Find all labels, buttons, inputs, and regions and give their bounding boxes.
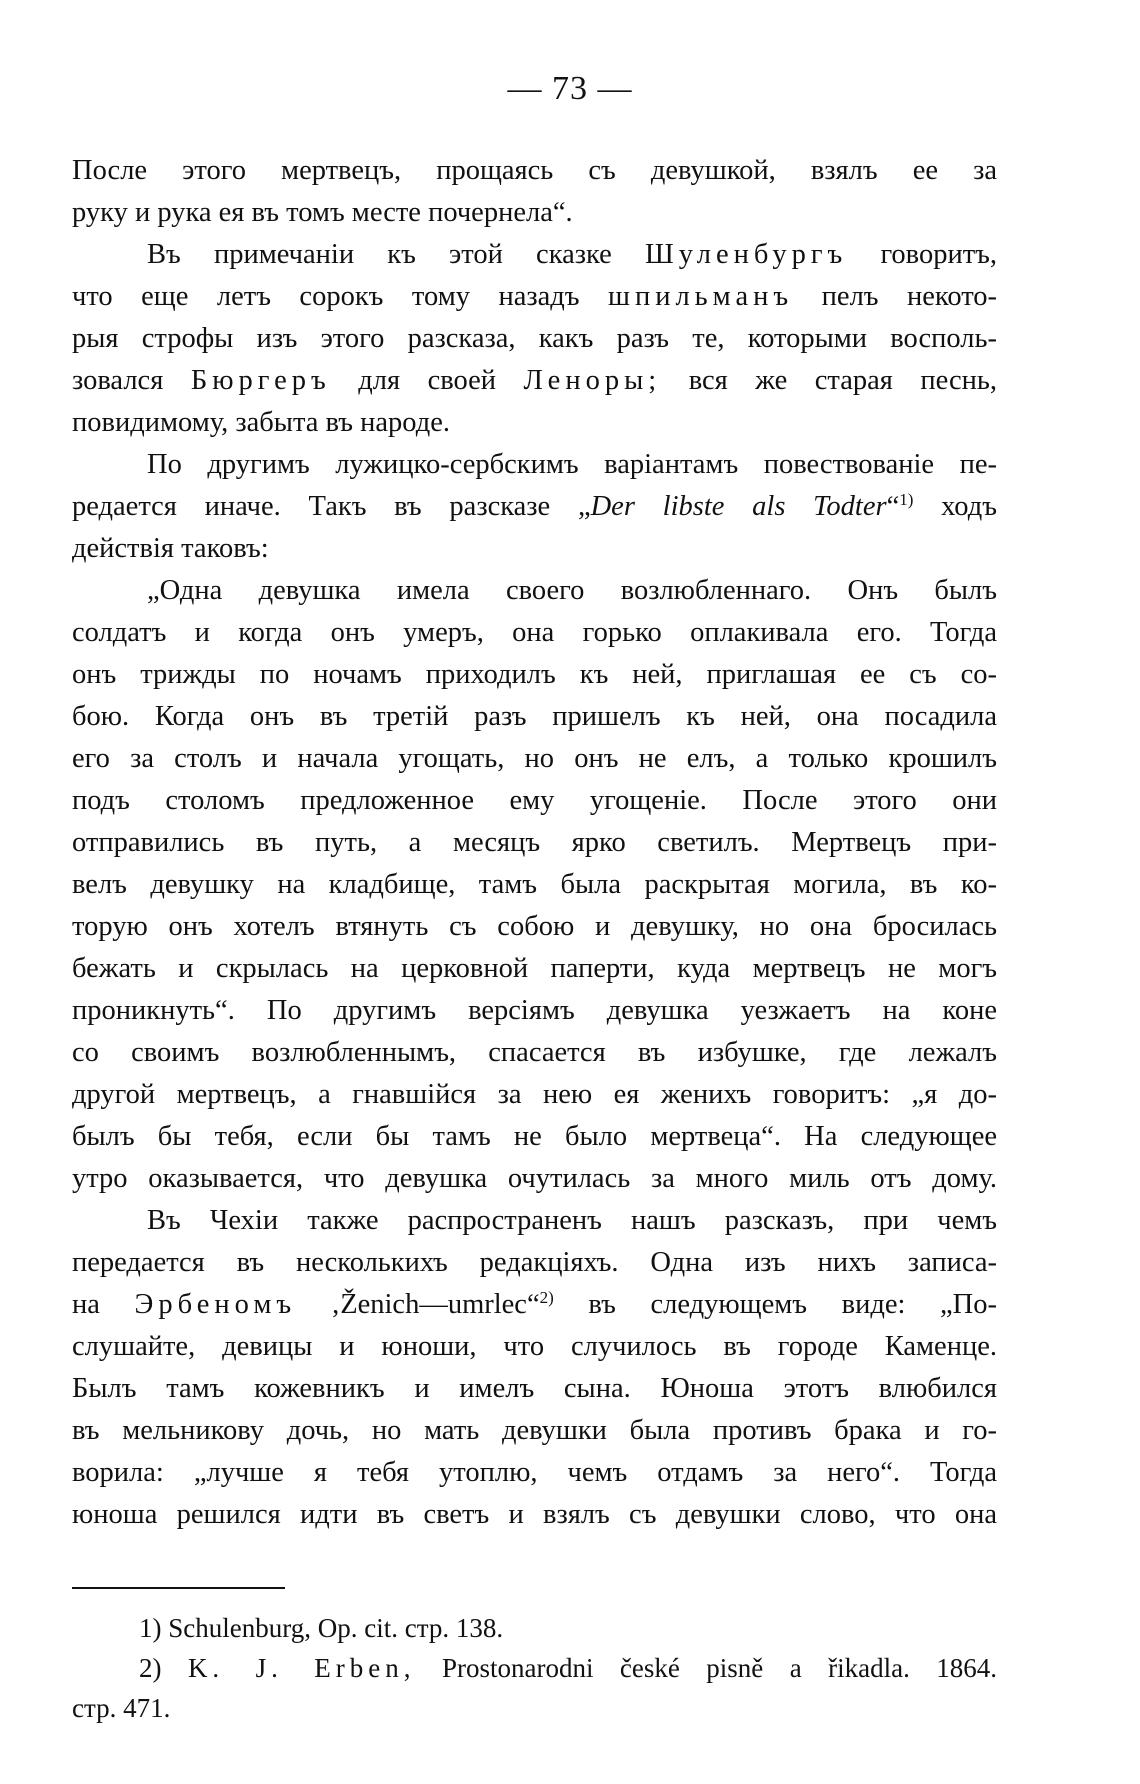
spaced-name-schulenburg: Шуленбургъ — [645, 239, 848, 270]
spaced-word-spielmann: шпильманъ — [608, 281, 794, 312]
text-run: “ — [886, 491, 900, 522]
text-line: проникнуть“. По другимъ версiямъ девушка уезжаетъ на коне — [72, 995, 997, 1026]
text-line — [72, 276, 997, 318]
text-line: подъ столомъ предложенное ему угощенiе. После этого они — [72, 785, 997, 816]
text-run: что еще летъ сорокъ тому назадъ — [72, 281, 580, 312]
footnote-ref-2: 2) — [539, 1288, 554, 1307]
body-text — [72, 150, 997, 1536]
text-line: действiя таковъ: — [72, 533, 269, 564]
page-number: — 73 — — [507, 70, 633, 107]
spaced-name-burger: Бюргеръ — [190, 365, 331, 396]
text-line: повидимому, забыта въ народе. — [72, 407, 450, 438]
text-line: велъ девушку на кладбище, тамъ была раскрытая могила, въ ко- — [72, 869, 997, 900]
footnote-2-continuation: стр. 471. — [72, 1693, 171, 1723]
text-line: солдатъ и когда онъ умеръ, она горько оплакивала его. Тогда — [72, 617, 997, 648]
text-line — [72, 486, 997, 528]
text-run: ходъ — [913, 491, 997, 522]
text-run: ‚Ženich—umrlec“ — [296, 1289, 540, 1320]
footnote-ref-1: 1) — [899, 490, 914, 509]
text-line: руку и рука ея въ томъ месте почернела“. — [72, 197, 573, 228]
text-line: въ мельникову дочь, но мать девушки была противъ брака и го- — [72, 1415, 997, 1446]
footnote-1-text: Schulenburg, Op. cit. стр. 138. — [168, 1613, 504, 1643]
footnote-divider — [72, 1587, 285, 1589]
text-run: для своей — [358, 365, 497, 396]
text-line: другой мертвецъ, а гнавшiйся за нею ея женихъ говоритъ: „я до- — [72, 1079, 997, 1110]
text-run: въ следующемъ виде: „По- — [553, 1289, 997, 1320]
text-line: По другимъ лужицко-сербскимъ варiантамъ повествованiе пе- — [147, 449, 997, 480]
text-line: отправились въ путь, а месяцъ ярко светилъ. Мертвецъ при- — [72, 827, 997, 858]
text-line — [72, 1284, 997, 1326]
spaced-name-erben: Эрбеномъ — [134, 1289, 297, 1320]
text-line: слушайте, девицы и юноши, что случилось въ городе Каменце. — [72, 1331, 997, 1362]
text-line: передается въ несколькихъ редакцiяхъ. Одна изъ нихъ записа- — [72, 1247, 997, 1278]
footnote-2 — [72, 1648, 997, 1688]
text-line: его за столъ и начала угощать, но онъ не елъ, а только крошилъ — [72, 743, 997, 774]
text-line: утро оказывается, что девушка очутилась за много миль отъ дому. — [72, 1163, 997, 1194]
footnotes — [72, 1608, 997, 1728]
text-run: редается иначе. Такъ въ разсказе „ — [72, 491, 591, 522]
text-line: Былъ тамъ кожевникъ и имелъ сына. Юноша этотъ влюбился — [72, 1373, 997, 1404]
text-run: вся же старая песнь, — [688, 365, 997, 396]
footnote-1-mark: 1) — [139, 1613, 162, 1643]
text-run: зовался — [72, 365, 164, 396]
text-line: торую онъ хотелъ втянуть съ собою и девушку, но она бросилась — [72, 911, 997, 942]
text-line: со своимъ возлюбленнымъ, спасается въ избушке, где лежалъ — [72, 1037, 997, 1068]
footnote-2-text: Prostonarodni české pisně a řikadla. 1864. — [441, 1653, 997, 1683]
text-line: былъ бы тебя, если бы тамъ не было мертвеца“. На следующее — [72, 1121, 997, 1152]
footnote-2-author: K. J. Erben, — [187, 1653, 416, 1683]
spaced-name-lenora: Леноры; — [523, 365, 662, 396]
text-line: бою. Когда онъ въ третiй разъ пришелъ къ ней, она посадила — [72, 701, 997, 732]
text-line: Въ Чехiи также распространенъ нашъ разсказъ, при чемъ — [147, 1205, 997, 1236]
text-run: говоритъ, — [880, 239, 997, 270]
text-line — [72, 360, 997, 402]
text-line: бежать и скрылась на церковной паперти, куда мертвецъ не могъ — [72, 953, 997, 984]
text-line: онъ трижды по ночамъ приходилъ къ ней, приглашая ее съ со- — [72, 659, 997, 690]
text-line: После этого мертвецъ, прощаясь съ девушкой, взялъ ее за — [72, 155, 997, 186]
text-line: ворила: „лучше я тебя утоплю, чемъ отдамъ за него“. Тогда — [72, 1457, 997, 1488]
footnote-1 — [72, 1608, 997, 1648]
text-line — [72, 234, 997, 276]
text-run: Въ примечанiи къ этой сказке — [147, 239, 612, 270]
text-line: юноша решился идти въ светъ и взялъ съ девушки слово, что она — [72, 1499, 997, 1530]
text-run: пелъ некото- — [821, 281, 997, 312]
text-line: рыя строфы изъ этого разсказа, какъ разъ те, которыми восполь- — [72, 323, 997, 354]
text-line: „Одна девушка имела своего возлюбленнаго. Онъ былъ — [147, 575, 997, 606]
text-run: на — [72, 1289, 100, 1320]
italic-title: Der libste als Todter — [590, 491, 887, 522]
footnote-2-mark: 2) — [139, 1653, 162, 1683]
